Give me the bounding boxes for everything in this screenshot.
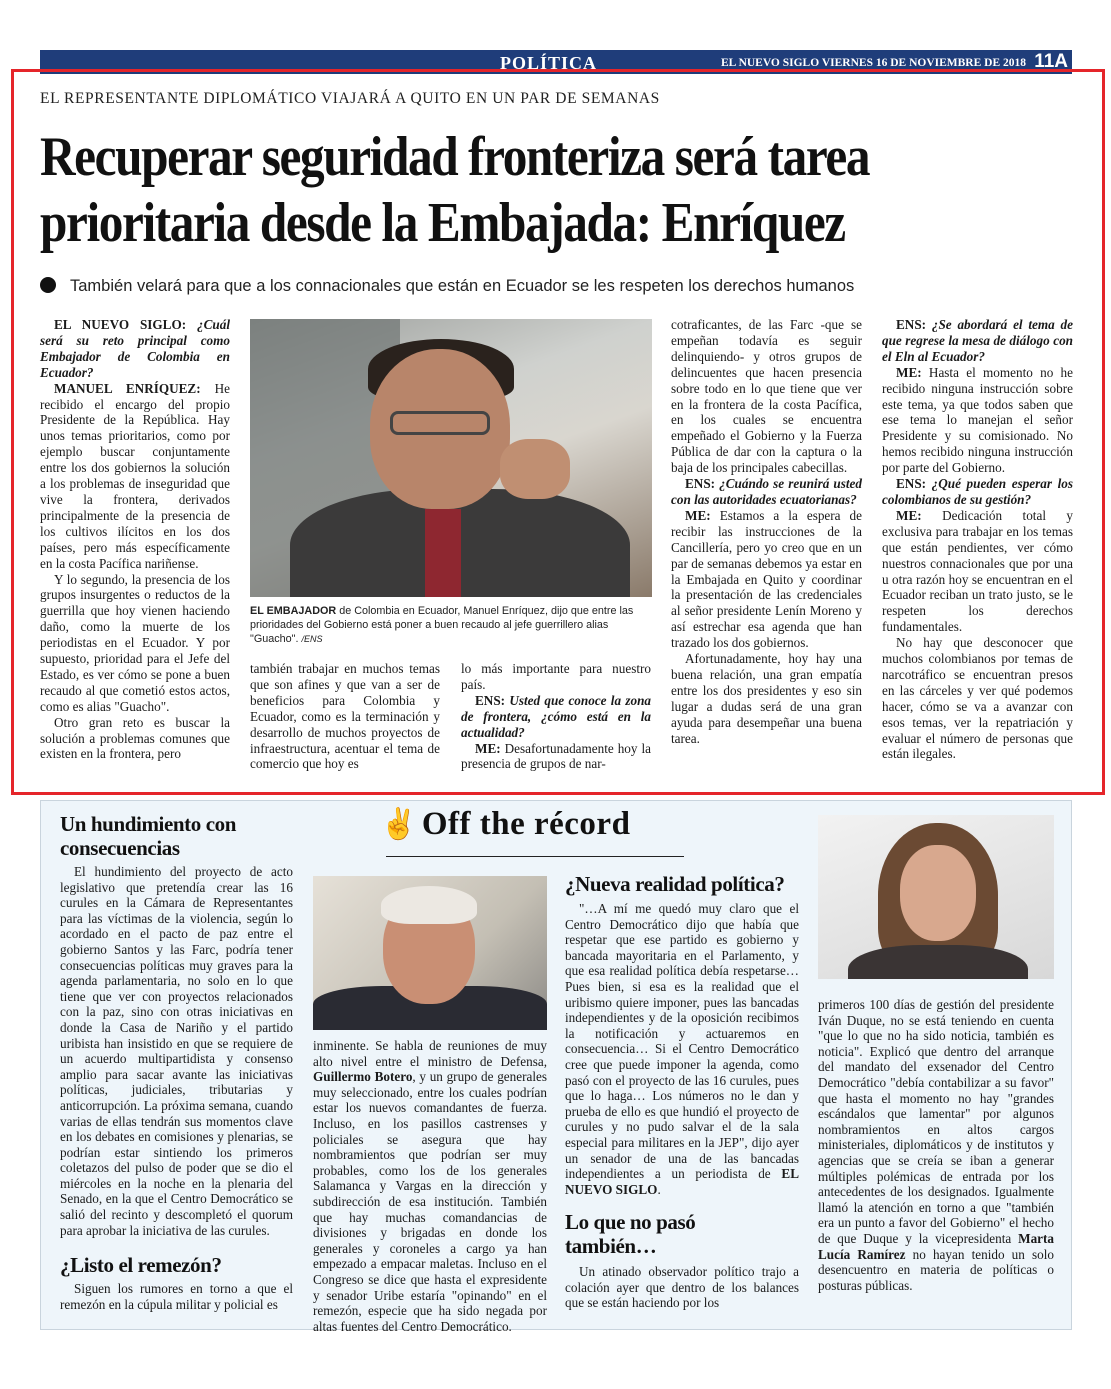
article-column-2: también trabajar en muchos temas que son afines y que van a ser de beneficios para Colombia y Ecuador, como es la terminación y desarrollo de muchos proyectos de infraestructura, acentuar el tema de comercio que hoy es xyxy=(250,661,440,772)
story-2-title: ¿Listo el remezón? xyxy=(60,1253,222,1277)
story-3-body: "…A mí me quedó muy claro que el Centro Democrático dijo que había que respetar que ese partido es gobierno y bancada mayoritaria en el Parlamento, y que esa realidad política debía respetarse… Pues bien, si esa es la realidad que el uribismo quiere imponer, pues las bancadas independientes y de la oposición recibimos la notificación y actuaremos en consecuencia… Si el Centro Democrático cree que puede imponer la agenda, como pasó con el proyecto de las 16 curules, pues que lo haga… Los números no le dan y prueba de ello es que hundió el proyecto de curules y no pudo salvar el de la sala especial para militares en la JEP", dijo ayer un senador de una de las bancadas independientes a un periodista de EL NUEVO SIGLO. xyxy=(565,901,799,1197)
marta-lucia-ramirez-photo xyxy=(818,815,1054,979)
article-column-4: cotraficantes, de las Farc -que se empeñan todavía es seguir delinquiendo- y otros grupos de delincuentes que hacen presencia sobre todo en lo que tiene que ver en la frontera de la costa Pacífica, en los cuales se encuentra empeñado el Gobierno y la Fuerza Pública de dar con la captura o la baja de los principales cabecillas. ENS: ¿Cuándo se reunirá usted con las autoridades ecuatorianas? ME: Estamos a la espera de recibir las instrucciones de la Cancillería, pero yo creo que en un par de semanas debemos ya estar en la Embajada en Quito y coordinar la presentación de las credenciales al señor presidente Lenín Moreno y así estrechar esa agenda que han trazado los dos gobiernos. Afortunadamente, hoy hay una buena relación, una gran empatía entre los dos presidentes y eso sin lugar a dudas será de una gran ayuda para desempeñar una buena tarea. xyxy=(671,317,863,746)
article-column-3: lo más importante para nuestro país. ENS: Usted que conoce la zona de frontera, ¿cómo está en la actualidad? ME: Desafortunadamente hoy la presencia de grupos de nar- xyxy=(461,661,651,772)
story-4-body: Un atinado observador político trajo a colación ayer que dentro de los balances que se están haciendo por los xyxy=(565,1264,799,1311)
story-2-body: Siguen los rumores en torno a que el remezón en la cúpula militar y policial es xyxy=(60,1281,293,1312)
story-4-continued: primeros 100 días de gestión del presidente Iván Duque, no se está teniendo en cuenta "que lo que no ha sido noticia, también es noticia". Explicó que dentro del arranque del mandato del exsenador del Centro Democrático "debía contabilizar a su favor" que hasta el momento no hay "grandes escándalos que lamentar" por algunos nombramientos en altos cargos ministeriales, diplomáticos y de institutos y agencias que se creía se iban a generar múltiples polémicas de entrada por los antecedentes de los designados. Igualmente llamó la atención en torno a que "también era un punto a favor del Gobierno" el hecho de que Duque y la vicepresidenta Marta Lucía Ramírez no hayan tenido un solo desencuentro en materia de políticas o posturas públicas. xyxy=(818,997,1055,1293)
article-headline xyxy=(40,124,955,256)
off-the-record-title: ✌ Off the récord xyxy=(380,806,631,842)
story-1-body: El hundimiento del proyecto de acto legislativo que pretendía crear las 16 curules en la Cámara de Representantes para las víctimas de la violencia, según lo acordado en el pacto de paz entre el gobierno Santos y las Farc, podría tener consecuencias políticas muy graves para la agenda parlamentaria, no solo en lo que tiene que ver con proyectos relacionados con la paz, sino con otras iniciativas en donde la Casa de Nariño y el partido uribista han insistido en que se requiere de un acuerdo multipartidista y consenso amplio para sacar avante las iniciativas políticas, judiciales, tributarias y anticorrupción. La próxima semana, cuando varias de ellas tendrán sus momentos clave en los debates en comisiones y plenarias, se podrían estar sintiendo los primeros coletazos del pulso de poder que se dio el miércoles en la noche en la plenaria del Senado, en la que el Centro Democrático se salió del recinto y descompletó el quorum para aprobar la iniciativa de las curules. xyxy=(60,864,293,1238)
story-4-title: Lo que no pasó también… xyxy=(565,1210,696,1258)
bullet-icon xyxy=(40,277,56,293)
story-3-title: ¿Nueva realidad política? xyxy=(565,872,785,896)
headline-line-2: prioritaria desde la Embajada: Enríquez xyxy=(40,192,845,254)
photo-caption: EL EMBAJADOR de Colombia en Ecuador, Manuel Enríquez, dijo que entre las prioridades del Gobierno está poner a buen recaudo al jefe guerrillero alias "Guacho". /ENS xyxy=(250,605,634,645)
page-number: 11A xyxy=(1034,51,1068,72)
headline-line-1: Recuperar seguridad fronteriza será tarea xyxy=(40,126,870,188)
ambassador-photo xyxy=(250,319,652,597)
victory-hand-icon: ✌ xyxy=(380,808,418,841)
article-subheadline: También velará para que a los connacionales que están en Ecuador se les respeten los derechos humanos xyxy=(40,277,854,296)
article-column-5: ENS: ¿Se abordará el tema de que regrese la mesa de diálogo con el Eln al Ecuador? ME: Hasta el momento no he recibido ninguna instrucción sobre este tema, ya que todos saben que ese tema lo manejan el señor Presidente y su comisionado. No hemos recibido ninguna instrucción por parte del Gobierno. ENS: ¿Qué pueden esperar los colombianos de su gestión? ME: Dedicación total y exclusiva para trabajar en los temas que están pendientes, ver cómo nuestros connacionales que por una u otra razón hoy se encuentran en el Ecuador reciban un trato justo, se le respeten los derechos fundamentales. No hay que desconocer que muchos colombianos por temas de narcotráfico se encuentran presos en las cárceles y ver qué podemos hacer, cómo se va a avanzar con esos temas, ver la repatriación y evaluar el número de personas que están ilegales. xyxy=(882,317,1074,762)
title-divider xyxy=(386,856,684,857)
section-name: POLÍTICA xyxy=(500,53,598,73)
article-column-1: EL NUEVO SIGLO: ¿Cuál será su reto principal como Embajador de Colombia en Ecuador? MANUEL ENRÍQUEZ: He recibido el encargo del propio Presidente de la República. Hay unos temas prioritarios, como por ejemplo buscar conjuntamente entre los dos gobiernos la solución a los problemas de inseguridad que vive la frontera, derivados principalmente de la presencia de los cultivos ilícitos en los dos países, pero más específicamente en la costa Pacífica nariñense. Y lo segundo, la presencia de los grupos insurgentes o reductos de la guerrilla que hoy vienen haciendo daño, como la muerte de los periodistas en el Ecuador. Y por supuesto, prioridad para el Jefe del Estado, es ver cómo se pone a buen recaudo al que cometió estos actos, como es alias "Guacho". Otro gran reto es buscar la solución a problemas comunes que existen en la frontera, pero xyxy=(40,317,231,762)
story-1-title: Un hundimiento con consecuencias xyxy=(60,812,237,860)
publication-date: EL NUEVO SIGLO VIERNES 16 DE NOVIEMBRE DE 2018 xyxy=(720,57,1026,69)
article-kicker: EL REPRESENTANTE DIPLOMÁTICO VIAJARÁ A QUITO EN UN PAR DE SEMANAS xyxy=(40,90,660,107)
guillermo-botero-photo xyxy=(313,876,547,1030)
story-2-continued: inminente. Se habla de reuniones de muy alto nivel entre el ministro de Defensa, Guillermo Botero, y un grupo de generales muy seleccionado, entre los cuales podrían estar los nuevos comandantes de fuerza. Incluso, en los pasillos castrenses y policiales se asegura que hay nombramientos que podrían ser muy probables, como los de los generales Salamanca y Vargas en la dirección y subdirección de esa institución. También que hay muchas comandancias de divisiones y brigadas en donde los generales y coroneles a cargo ya han empezado a empacar maletas. Incluso en el Congreso se dice que hasta el expresidente y senador Uribe estaría "opinando" en el remezón, especie que ha sido negada por altas fuentes del Centro Democrático. xyxy=(313,1038,547,1334)
